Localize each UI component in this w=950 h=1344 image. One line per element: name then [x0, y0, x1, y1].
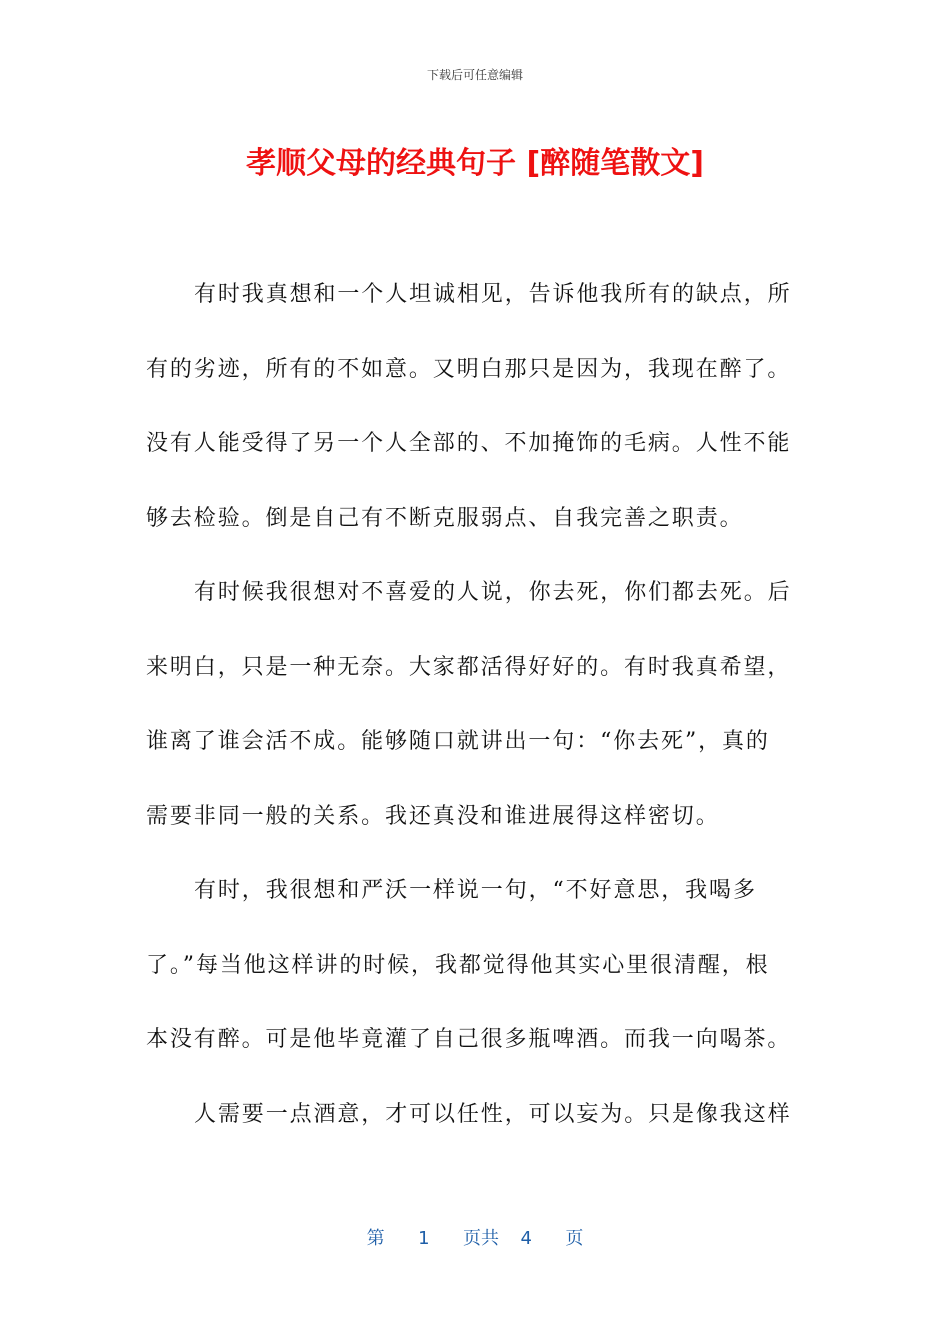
paragraph-line: 有时，我很想和严沃一样说一句，“不好意思，我喝多 [194, 878, 757, 903]
paragraph-line: 有时候我很想对不喜爱的人说，你去死，你们都去死。后 [194, 580, 792, 605]
paragraph-line: 有时我真想和一个人坦诚相见，告诉他我所有的缺点，所 [194, 282, 792, 307]
page-label-end: 页 [565, 1228, 584, 1249]
document-body [146, 258, 794, 1152]
page-footer [0, 1226, 950, 1252]
paragraph-line: 没有人能受得了另一个人全部的、不加掩饰的毛病。人性不能 [146, 431, 792, 456]
paragraph-line: 需要非同一般的关系。我还真没和谁进展得这样密切。 [146, 803, 720, 829]
current-page-number: 1 [418, 1228, 430, 1249]
paragraph-line: 来明白，只是一种无奈。大家都活得好好的。有时我真希望， [146, 654, 792, 680]
paragraph-line: 了。”每当他这样讲的时候，我都觉得他其实心里很清醒，根 [146, 952, 770, 978]
paragraph-line: 谁离了谁会活不成。能够随口就讲出一句：“你去死”，真的 [146, 729, 770, 754]
paragraph-line: 有的劣迹，所有的不如意。又明白那只是因为，我现在醉了。 [146, 356, 792, 382]
paragraph-line: 人需要一点酒意，才可以任性，可以妄为。只是像我这样 [194, 1101, 792, 1127]
total-pages-number: 4 [520, 1228, 532, 1249]
paragraph-line: 够去检验。倒是自己有不断克服弱点、自我完善之职责。 [146, 505, 744, 531]
document-title: 孝顺父母的经典句子 [醉随笔散文] [246, 146, 704, 181]
paragraph-line: 本没有醉。可是他毕竟灌了自己很多瓶啤酒。而我一向喝茶。 [146, 1027, 792, 1052]
page-label-start: 第 [366, 1228, 385, 1249]
header-note: 下载后可任意编辑 [426, 68, 523, 82]
page-label-mid: 页共 [463, 1228, 499, 1249]
